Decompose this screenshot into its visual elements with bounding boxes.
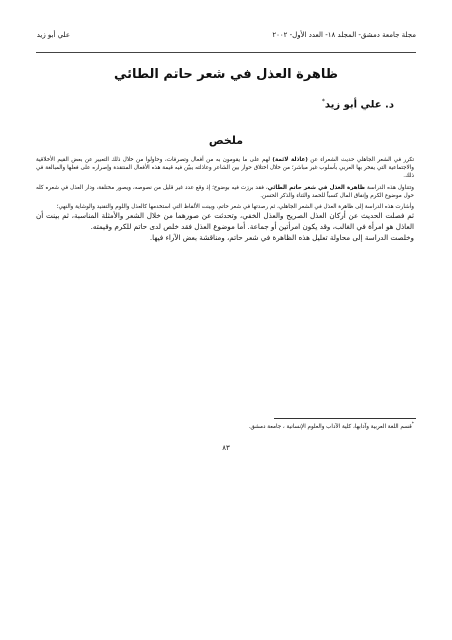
abstract-paragraph-5: وخلصت الدراسة إلى محاولة تعليل هذه الظاهرة في شعر حاتم، ومناقشة بعض الآراء فيها. [149,232,414,242]
abstract-paragraph-2 [36,184,414,200]
footnote-marker: * [411,422,414,427]
footnote [249,421,414,431]
running-author: علي أبو زيد [36,31,70,39]
footnote-text: قسم اللغة العربية وآدابها، كلية الآداب والعلوم الإنسانية ، جامعة دمشق. [248,423,412,430]
author-byline [322,98,394,110]
author-footnote-marker: * [321,98,325,105]
abstract-body [36,156,414,244]
paragraph-text: وتتناول هذه الدراسة [365,184,414,191]
paragraph-text: تكرر في الشعر الجاهلي حديث الشعراء عن [307,157,415,163]
emphasis-text: (عاذلة لائمة) [272,157,308,163]
article-title: ظاهرة العذل في شعر حاتم الطائي [113,67,339,82]
abstract-paragraph-4: ثم فصلت الحديث عن أركان العذل الصريح والعذل الخفي، وتحدثت عن صورهما من خلال الشعر والأمثلة المناسبة، ثم بينت أن العاذل هو امرأة في الغالب، وقد يكون امرأتين أو جماعة. أما موضوع العذل فقد خلص لدى حاتم للكرم وقيمته. [36,211,414,232]
journal-citation: مجلة جامعة دمشق- المجلد ١٨- العدد الأول- ٢٠٠٢ [272,31,416,39]
footnote-divider [274,418,416,419]
emphasis-text: ظاهرة العذل في شعر حاتم الطائي [267,184,366,191]
paragraph-text: لهم على ما يقومون به من أفعال وتصرفات، وحاولوا من خلال ذلك التعبير عن بعض القيم الأخلاقية والاجتماعية التي يفخر بها العربي بأسلوب غير مباشر؛ من خلال اختلاق حوار بين الشاعر وعاذلته يبيّن فيه قيمة هذه الأفعال المنتقدة وإصراره على فعلها والمبالغة في ذلك. [36,157,414,180]
paragraph-text: ، فقد برزت فيه بوضوح؛ إذ وقع عدد غير قليل من نصوصه، ويصور مختلفة، ودار العذل في شعره كله حول موضوع الكرم وإنفاق المال كسباً للحمد والثناء والذكر الحسن. [36,184,414,199]
page-number: ٨٣ [222,444,230,452]
abstract-paragraph-3: وأشارت هذه الدراسة إلى ظاهرة العذل في الشعر الجاهلي، ثم رصدتها في شعر حاتم، وبينت الألفاظ التي استخدمها كالعذل واللوم والتفنيد والوشاية والنهي؛ [56,204,414,211]
abstract-heading: ملخص [208,134,244,147]
header-divider [36,52,416,53]
author-name: د. علي أبو زيد [324,99,394,111]
abstract-paragraph-1 [36,156,414,181]
